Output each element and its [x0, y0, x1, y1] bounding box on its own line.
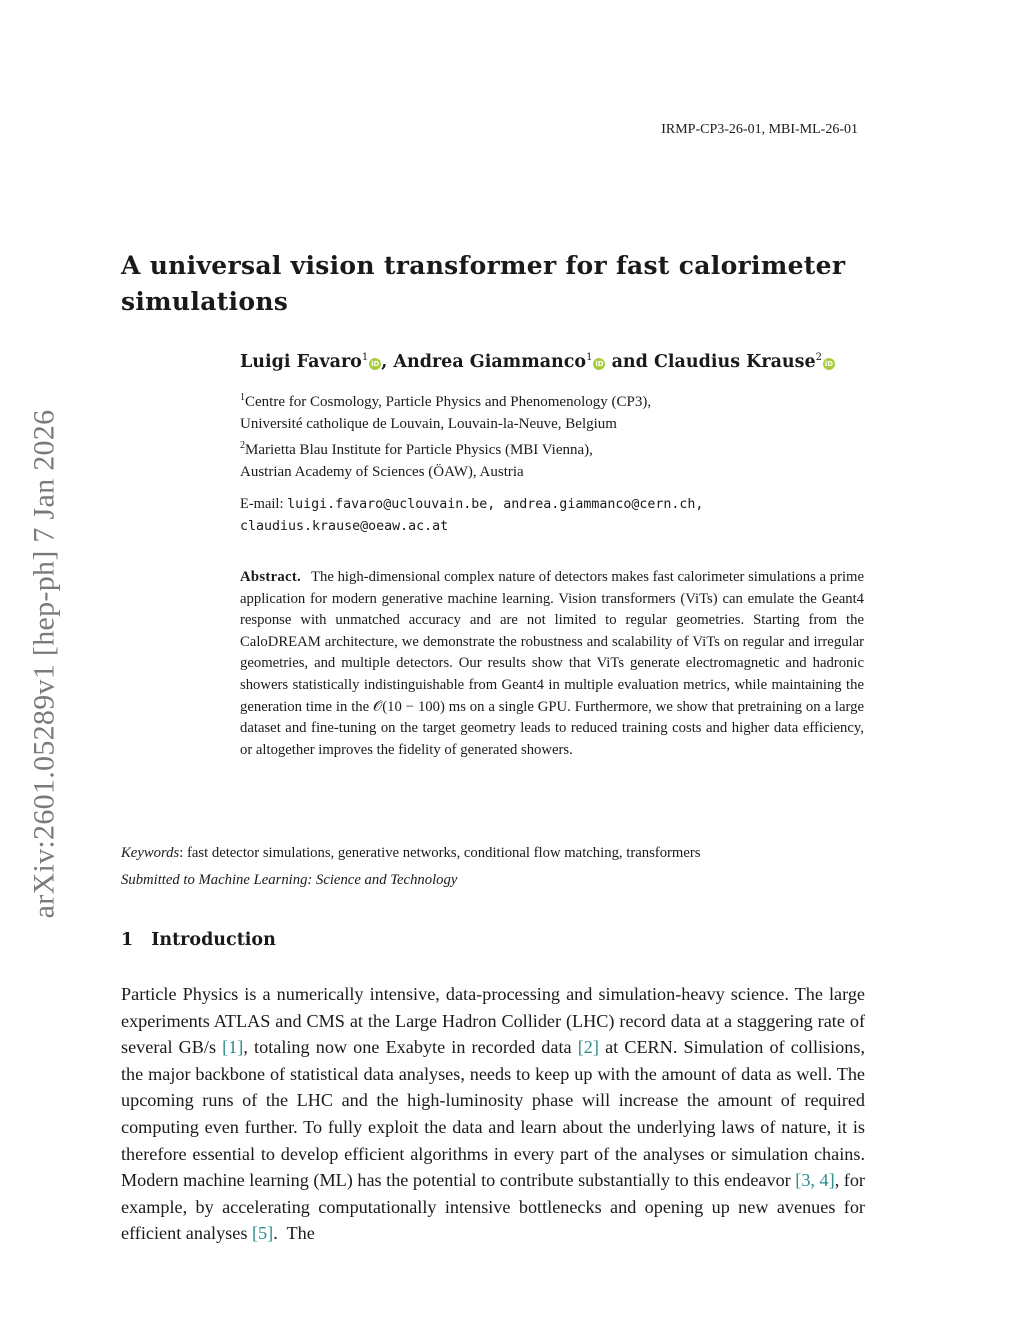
affiliation-mark: 1 [361, 352, 369, 364]
paper-title: A universal vision transformer for fast calorimeter simulations [121, 251, 846, 316]
report-number: IRMP-CP3-26-01, MBI-ML-26-01 [661, 122, 858, 137]
affiliation-number: 1 [240, 392, 245, 403]
citation-link[interactable]: [3, 4] [795, 1170, 835, 1191]
affiliation-2 [240, 435, 593, 483]
body-text: , for example, by accelerating computationally intensive bottlenecks and opening up new avenues for efficient analyses [121, 1170, 865, 1244]
author-name: Luigi Favaro [240, 352, 362, 372]
body-text: at CERN. Simulation of collisions, the major backbone of statistical data analyses, needs to keep up with the amount of data as well. The upcoming runs of the LHC and the high-luminosity phase will increase the amount of required computing even further. To fully exploit the data and learn about the underlying laws of nature, it is therefore essential to develop efficient algorithms in every part of the analyses or simulation chains. Modern machine learning (ML) has the potential to contribute substantially to this endeavor [121, 1037, 865, 1191]
citation-link[interactable]: [5] [251, 1223, 274, 1244]
orcid-icon[interactable]: iD [595, 360, 604, 368]
introduction-paragraph [121, 981, 865, 1247]
author-name: Claudius Krause [653, 352, 816, 372]
abstract-label: Abstract. [240, 569, 302, 585]
affiliation-line: Centre for Cosmology, Particle Physics and Phenomenology (CP3), [245, 394, 652, 410]
abstract-text: The high-dimensional complex nature of detectors makes fast calorimeter simulations a prime application for modern generative machine learning. Vision transformers (ViTs) can emulate the Geant4 response with unmatched accuracy and are not limited to regular geometries. Starting from the CaloDREAM architecture, we demonstrate the robustness and scalability of ViTs on regular and irregular geometries, and multiple detectors. Our results show that ViTs generate electromagnetic and hadronic showers statistically indistinguishable from Geant4 in multiple evaluation metrics, while maintaining the generation time in the 𝒪(10 − 100) ms on a single GPU. Furthermore, we show that pretraining on a large dataset and fine-tuning on the target geometry leads to reduced training costs and higher data efficiency, or altogether improves the fidelity of generated showers. [240, 569, 864, 758]
section-number: 1 [121, 930, 134, 950]
abstract [240, 567, 864, 761]
email-label: E-mail: [240, 496, 284, 512]
orcid-icon[interactable]: iD [824, 360, 834, 368]
section-heading [121, 930, 276, 950]
author-name: Andrea Giammanco [393, 352, 587, 372]
orcid-icon[interactable]: iD [371, 360, 380, 368]
affiliation-number: 2 [240, 440, 245, 451]
affiliation-line: Marietta Blau Institute for Particle Physics (MBI Vienna), [245, 442, 593, 458]
email-links[interactable]: luigi.favaro@uclouvain.be, andrea.giammanco@cern.ch, [287, 497, 704, 512]
affiliation-mark: 1 [586, 352, 593, 364]
section-title: Introduction [151, 930, 276, 950]
body-text: . The [273, 1223, 315, 1244]
arxiv-identifier-text: arXiv:2601.05289v1 [hep-ph] 7 Jan 2026 [27, 409, 61, 919]
body-text: , totaling now one Exabyte in recorded data [243, 1037, 578, 1058]
keywords-text: : fast detector simulations, generative networks, conditional flow matching, transformers [179, 845, 701, 861]
keywords-label: Keywords [121, 845, 180, 861]
email-links[interactable]: claudius.krause@oeaw.ac.at [240, 519, 449, 534]
arxiv-identifier [18, 378, 70, 950]
body-text: Particle Physics is a numerically intensive, data-processing and simulation-heavy science. The large experiments ATLAS and CMS at the Large Hadron Collider (LHC) record data at a staggering rate of several GB/s [121, 984, 865, 1058]
affiliation-mark: 2 [815, 352, 823, 364]
affiliation-1 [240, 387, 651, 435]
submission-note: Submitted to Machine Learning: Science and Technology [121, 872, 458, 888]
author-list [240, 352, 835, 372]
affiliation-line: Austrian Academy of Sciences (ÖAW), Austria [240, 464, 524, 480]
email-block [240, 493, 703, 538]
author-separator: , [381, 352, 394, 372]
keywords [121, 845, 700, 862]
affiliation-line: Université catholique de Louvain, Louvain-la-Neuve, Belgium [240, 416, 617, 432]
citation-link[interactable]: [2] [577, 1037, 599, 1058]
author-separator: and [605, 352, 654, 372]
citation-link[interactable]: [1] [222, 1037, 244, 1058]
